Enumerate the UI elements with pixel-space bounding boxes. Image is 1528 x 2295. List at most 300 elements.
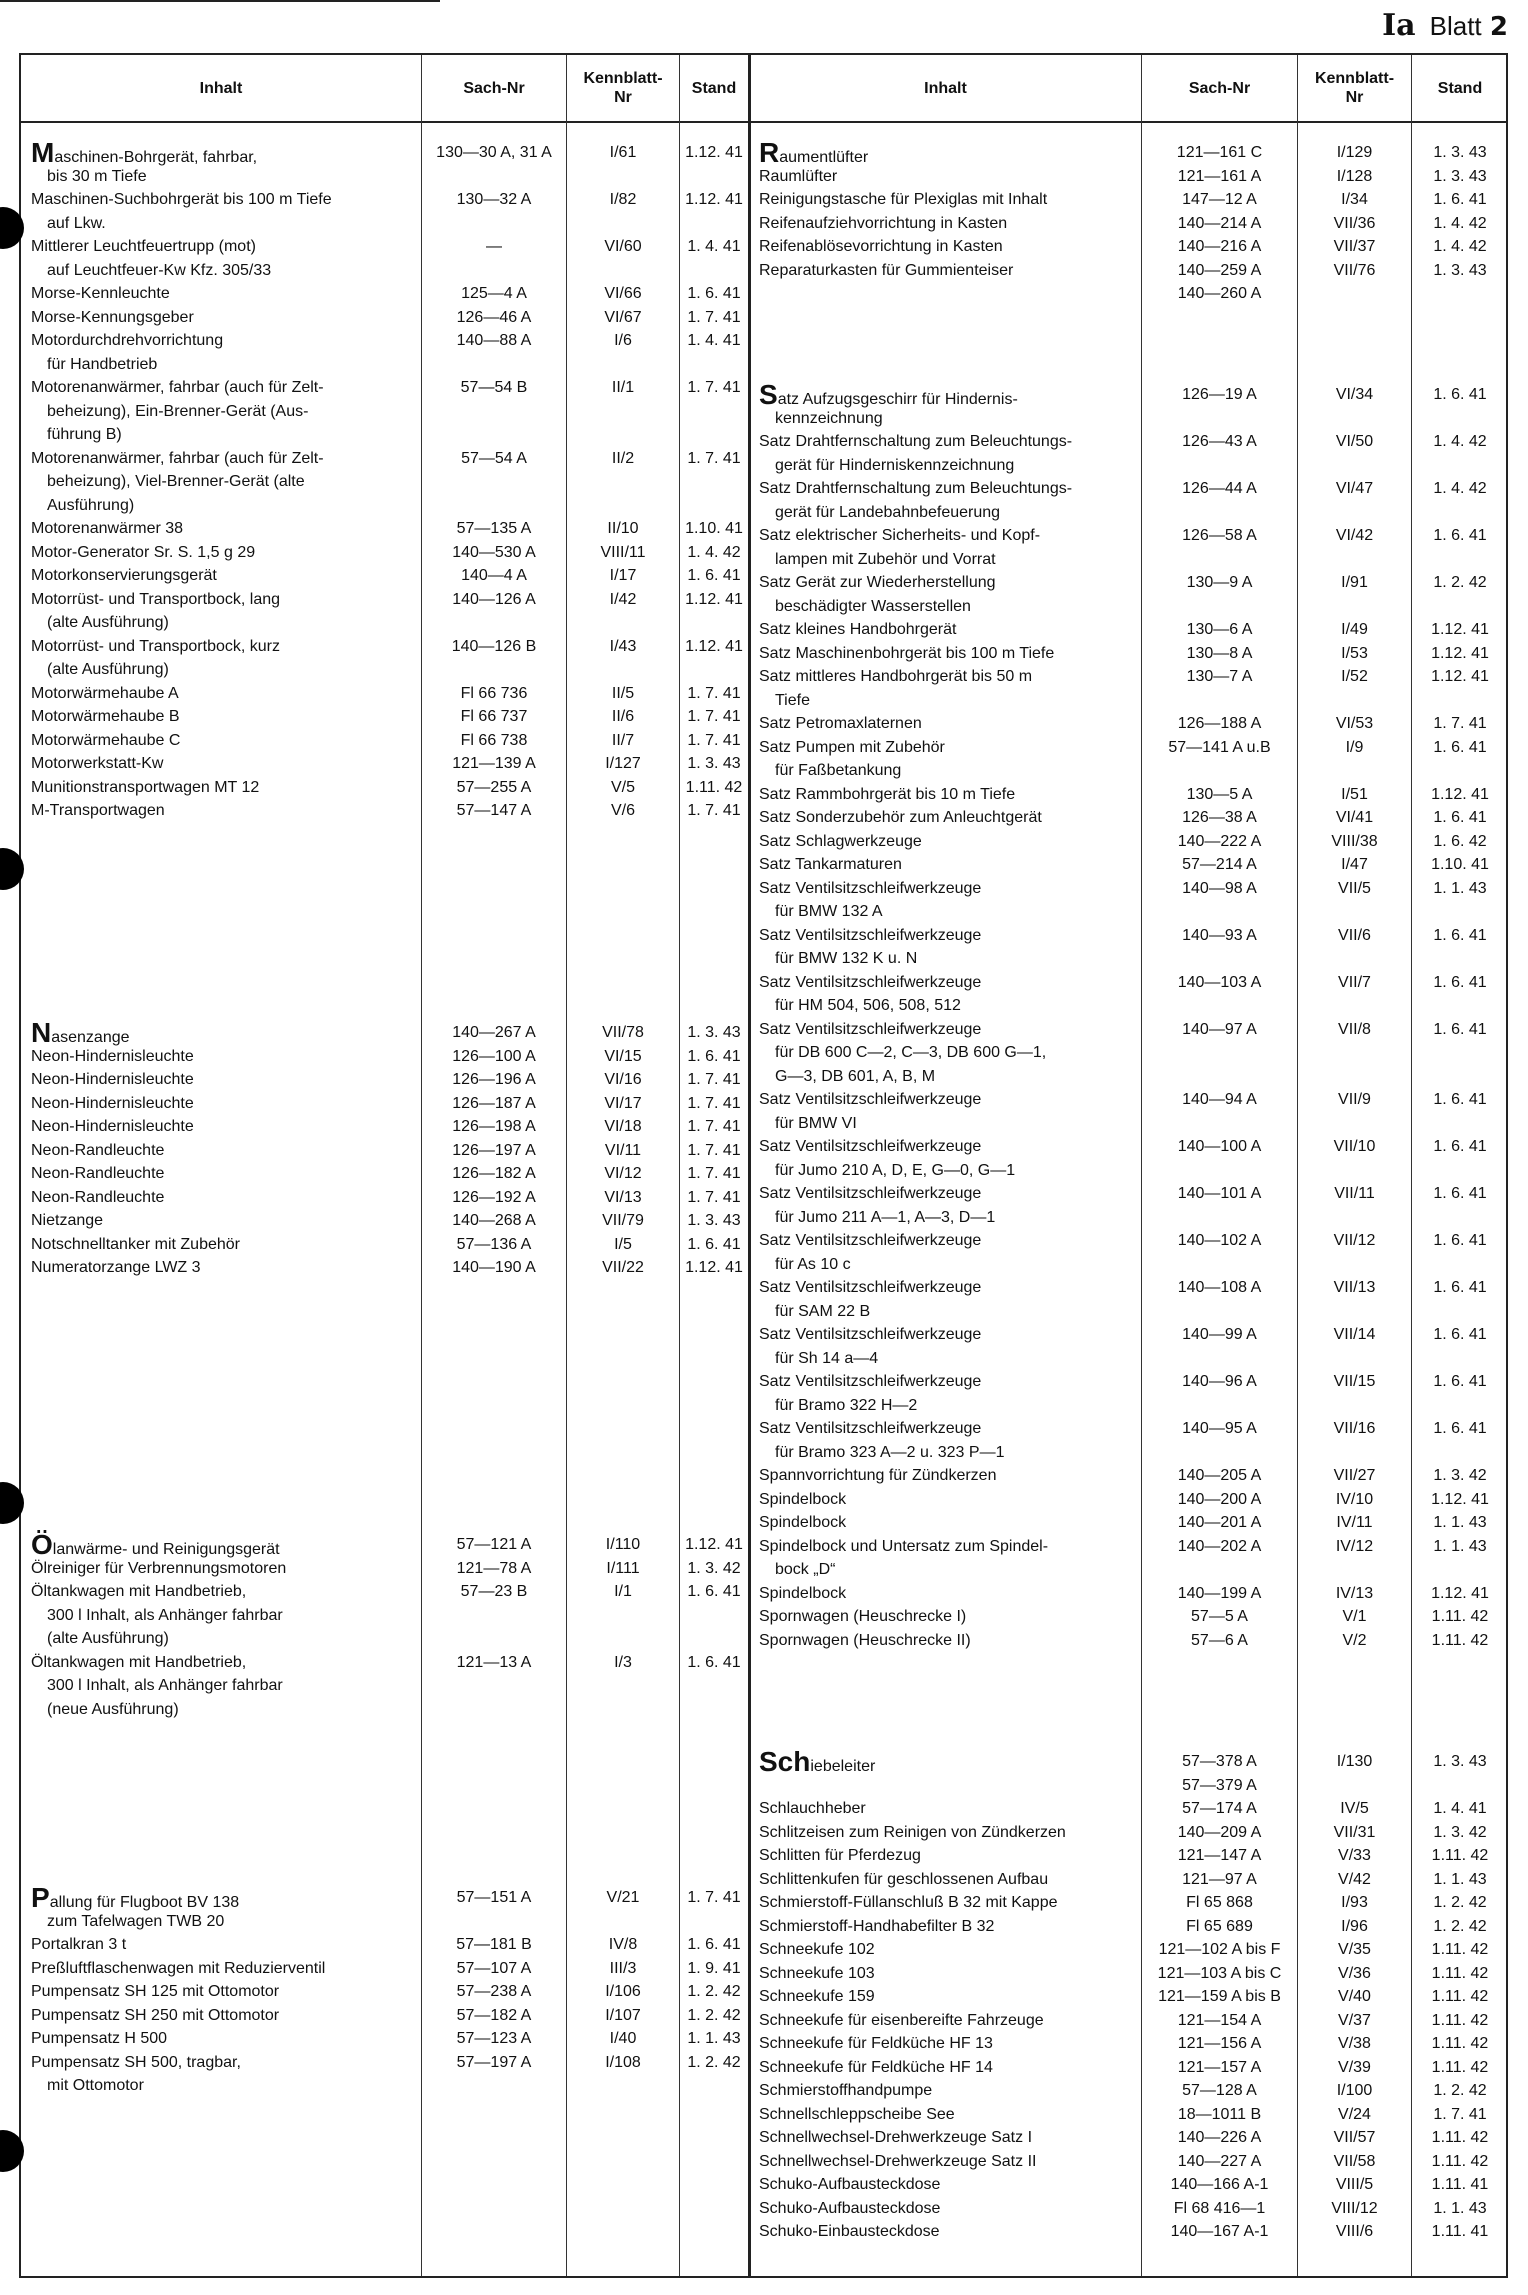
list-item — [21, 620, 1510, 642]
stand-date: 1. 7. 41 — [687, 308, 741, 326]
stand-date: 1. 7. 41 — [687, 449, 741, 467]
kennblatt-nr: IV/11 — [1336, 1514, 1373, 1531]
sach-nr: 121—97 A — [1182, 1870, 1257, 1888]
list-item — [21, 331, 748, 353]
sach-nr: 140—202 A — [1177, 1537, 1262, 1555]
stand-date: 1.11. 42 — [1431, 2058, 1489, 2076]
list-item — [21, 1513, 1510, 1535]
item-name: Satz Ventilsitzschleifwerkzeuge — [759, 926, 982, 944]
sach-nr: 125—4 A — [461, 285, 527, 302]
sach-nr: 140—267 A — [452, 1024, 536, 1041]
stand-date: 1.11. 42 — [1431, 1608, 1489, 1625]
list-item — [21, 1255, 1510, 1277]
sach-nr: 140—205 A — [1177, 1467, 1262, 1484]
item-name: gerät für Hinderniskennzeichnung — [775, 456, 1015, 474]
list-item — [21, 1349, 1510, 1371]
stand-date: 1. 3. 43 — [687, 1024, 741, 1041]
list-item — [21, 1631, 1510, 1653]
item-name: Spindelbock — [759, 1584, 847, 1602]
sach-nr: 140—97 A — [1182, 1020, 1257, 1038]
kennblatt-nr: I/53 — [1341, 644, 1368, 662]
stand-date: 1.11. 42 — [1431, 1847, 1489, 1864]
kennblatt-nr: I/111 — [606, 1559, 640, 1577]
item-name: Schiebeleiter — [759, 1746, 876, 1777]
page-label-ia: Ia — [1382, 8, 1416, 43]
list-item — [21, 2011, 1510, 2033]
item-name: für Handbetrieb — [47, 355, 158, 373]
sach-nr: 140—93 A — [1182, 926, 1257, 944]
stand-date: 1.12. 41 — [685, 144, 743, 161]
stand-date: 1.11. 42 — [685, 778, 743, 796]
kennblatt-nr: I/49 — [1341, 621, 1368, 638]
kennblatt-nr: IV/12 — [1335, 1537, 1374, 1555]
kennblatt-nr: I/108 — [605, 2053, 641, 2071]
item-name: Schuko-Aufbausteckdose — [759, 2199, 941, 2217]
list-item — [21, 1529, 1510, 1560]
sach-nr: 57—6 A — [1191, 1631, 1248, 1649]
list-item — [21, 2175, 1510, 2197]
stand-date: 1. 1. 43 — [687, 2030, 741, 2047]
stand-date: 1. 7. 41 — [1433, 2105, 1487, 2123]
stand-date: 1. 2. 42 — [687, 2006, 741, 2024]
sach-nr: — — [486, 238, 502, 255]
stand-date: 1. 4. 42 — [1433, 480, 1487, 497]
sach-nr: 126—100 A — [452, 1047, 536, 1065]
stand-date: 1. 7. 41 — [687, 1165, 741, 1182]
stand-date: 1.12. 41 — [685, 1536, 743, 1553]
stand-date: 1. 2. 42 — [1433, 574, 1487, 591]
item-name: Motorwärmehaube B — [31, 708, 180, 725]
list-item — [21, 644, 1510, 666]
sach-nr: 140—94 A — [1182, 1091, 1257, 1108]
sach-nr: 121—139 A — [452, 755, 536, 772]
sach-nr: 130—6 A — [1186, 621, 1253, 638]
stand-date: 1.11. 42 — [1431, 2129, 1489, 2146]
list-item — [21, 1823, 1510, 1845]
kennblatt-nr: II/7 — [611, 731, 635, 749]
sach-nr: 57—147 A — [456, 802, 532, 819]
item-name: Satz Ventilsitzschleifwerkzeuge — [759, 1279, 982, 1296]
list-item — [21, 1987, 1510, 2009]
stand-date: 1. 2. 42 — [1433, 1894, 1487, 1911]
item-name: Motorenanwärmer, fahrbar (auch für Zelt- — [31, 449, 324, 467]
stand-date: 1. 7. 41 — [687, 731, 741, 749]
list-item — [21, 379, 1510, 410]
kennblatt-nr: VII/14 — [1333, 1326, 1376, 1343]
item-name: Motor-Generator Sr. S. 1,5 g 29 — [31, 543, 256, 561]
stand-date: 1.11. 42 — [1431, 1631, 1489, 1649]
item-name: zum Tafelwagen TWB 20 — [47, 1912, 225, 1930]
stand-date: 1.11. 42 — [1431, 1988, 1489, 2005]
sach-nr: 130—30 A, 31 A — [436, 144, 552, 161]
kennblatt-nr: V/5 — [610, 778, 635, 796]
kennblatt-nr: V/24 — [1338, 2105, 1371, 2123]
sach-nr: 121—161 C — [1176, 144, 1263, 161]
list-item — [21, 1302, 1510, 1324]
item-name: Raumlüfter — [759, 167, 838, 185]
kennblatt-nr: II/2 — [611, 449, 635, 467]
sach-nr: 121—13 A — [456, 1653, 532, 1671]
item-name: Spannvorrichtung für Zündkerzen — [759, 1467, 997, 1484]
stand-date: 1. 7. 41 — [687, 1188, 741, 1206]
stand-date: 1. 7. 41 — [687, 1118, 741, 1135]
sach-nr: 140—227 A — [1177, 2152, 1262, 2170]
item-name: Ölanwärme- und Reinigungsgerät — [31, 1529, 280, 1560]
list-item — [21, 1208, 1510, 1230]
sach-nr: 140—259 A — [1177, 261, 1262, 279]
kennblatt-nr: VIII/5 — [1335, 2176, 1374, 2193]
list-item — [21, 214, 1510, 236]
stand-date: 1. 1. 43 — [1433, 2199, 1487, 2217]
item-name: Satz Ventilsitzschleifwerkzeuge — [759, 1326, 982, 1343]
list-item — [21, 1893, 1510, 1915]
list-item — [21, 2058, 1510, 2080]
sach-nr: 140—126 A — [452, 590, 536, 608]
stand-date: 1. 4. 41 — [687, 238, 741, 255]
sach-nr: 140—200 A — [1177, 1490, 1262, 1508]
list-item — [21, 1278, 1510, 1300]
item-name: für Bramo 323 A—2 u. 323 P—1 — [775, 1443, 1005, 1461]
sach-nr: 140—88 A — [456, 332, 532, 349]
item-name: Reparaturkasten für Gummienteiser — [759, 261, 1014, 279]
sach-nr: 140—190 A — [452, 1259, 536, 1276]
sach-nr: 126—188 A — [1177, 715, 1262, 732]
stand-date: 1.12. 41 — [1431, 785, 1489, 803]
item-name: für HM 504, 506, 508, 512 — [775, 997, 961, 1014]
stand-date: 1.12. 41 — [1431, 644, 1489, 662]
stand-date: 1.10. 41 — [685, 520, 743, 537]
sach-nr: 126—198 A — [452, 1118, 536, 1135]
stand-date: 1. 6. 41 — [1433, 386, 1487, 403]
kennblatt-nr: II/6 — [611, 708, 635, 725]
item-name: Schlittenkufen für geschlossenen Aufbau — [759, 1870, 1049, 1888]
sach-nr: 121—103 A bis C — [1157, 1964, 1282, 1982]
kennblatt-nr: I/47 — [1341, 856, 1368, 873]
kennblatt-nr: I/107 — [605, 2006, 641, 2024]
kennblatt-nr: I/91 — [1341, 574, 1368, 591]
sach-nr: 121—147 A — [1177, 1847, 1262, 1864]
kennblatt-nr: IV/13 — [1335, 1584, 1374, 1602]
item-name: Satz Ventilsitzschleifwerkzeuge — [759, 1185, 982, 1202]
sach-nr: 140—98 A — [1182, 879, 1257, 897]
stand-date: 1. 6. 41 — [1433, 1185, 1487, 1202]
item-name: für BMW 132 K u. N — [775, 950, 918, 967]
table-frame — [19, 53, 1508, 2278]
kennblatt-nr: VII/78 — [602, 1024, 644, 1041]
item-name: Schuko-Aufbausteckdose — [759, 2176, 941, 2193]
sach-nr: 121—78 A — [456, 1559, 532, 1577]
list-item — [21, 1870, 1510, 1892]
item-name: Satz Rammbohrgerät bis 10 m Tiefe — [759, 785, 1016, 803]
sach-nr: 121—157 A — [1177, 2058, 1262, 2076]
header-kennblatt-right: Kennblatt- Nr — [1314, 70, 1395, 106]
stand-date: 1. 3. 43 — [1433, 1753, 1487, 1770]
item-name: Motorrüst- und Transportbock, lang — [31, 590, 281, 608]
sach-nr: 126—44 A — [1182, 480, 1257, 497]
stand-date: 1. 6. 42 — [1433, 832, 1487, 850]
item-name: Satz Schlagwerkzeuge — [759, 832, 922, 850]
item-name: Preßluftflaschenwagen mit Reduzierventil — [31, 1959, 326, 1977]
kennblatt-nr: I/17 — [609, 567, 637, 584]
item-name: Neon-Hindernisleuchte — [31, 1047, 194, 1065]
kennblatt-nr: III/3 — [609, 1959, 637, 1977]
stand-date: 1. 6. 41 — [1433, 1138, 1487, 1155]
list-item — [21, 1090, 1510, 1112]
list-item — [21, 738, 1510, 760]
kennblatt-nr: VI/47 — [1335, 480, 1374, 497]
sach-nr: 140—167 A-1 — [1170, 2223, 1269, 2240]
stand-date: 1. 4. 42 — [1433, 433, 1487, 450]
kennblatt-nr: V/39 — [1338, 2058, 1371, 2076]
kennblatt-nr: I/51 — [1341, 785, 1368, 803]
item-name: beschädigter Wasserstellen — [775, 597, 971, 615]
top-rule — [0, 0, 440, 2]
kennblatt-nr: I/34 — [1341, 191, 1368, 208]
sach-nr: 130—8 A — [1186, 644, 1253, 662]
sach-nr: 57—54 B — [460, 379, 528, 396]
item-name: Nietzange — [31, 1212, 104, 1229]
item-name: Schmierstoffhandpumpe — [759, 2082, 933, 2099]
list-item — [21, 2128, 1510, 2150]
stand-date: 1. 7. 41 — [687, 1889, 741, 1906]
kennblatt-nr: V/21 — [606, 1889, 640, 1906]
header-inhalt-right: Inhalt — [924, 79, 967, 97]
item-name: für DB 600 C—2, C—3, DB 600 G—1, — [775, 1044, 1047, 1061]
kennblatt-nr: II/1 — [611, 379, 635, 396]
list-item — [21, 1184, 1510, 1206]
sach-nr: 126—43 A — [1182, 433, 1257, 450]
kennblatt-nr: VII/36 — [1333, 214, 1376, 232]
sach-nr: 57—123 A — [456, 2030, 532, 2047]
item-name: für Sh 14 a—4 — [775, 1349, 879, 1367]
stand-date: 1. 6. 41 — [687, 567, 741, 584]
stand-date: 1. 6. 41 — [1433, 1232, 1487, 1249]
sach-nr: 57—54 A — [461, 449, 527, 467]
stand-date: 1. 1. 43 — [1433, 1537, 1487, 1555]
kennblatt-nr: II/5 — [611, 684, 635, 702]
stand-date: 1. 3. 43 — [687, 755, 741, 772]
stand-date: 1. 1. 43 — [1433, 1870, 1487, 1888]
item-name: Maschinen-Bohrgerät, fahrbar, — [31, 137, 258, 168]
item-initial: Ö — [31, 1529, 53, 1560]
sach-nr: 140—102 A — [1177, 1232, 1262, 1249]
stand-date: 1.10. 41 — [1431, 856, 1489, 873]
list-item — [21, 855, 1510, 877]
kennblatt-nr: VII/11 — [1334, 1185, 1375, 1202]
item-name: Satz Ventilsitzschleifwerkzeuge — [759, 1232, 982, 1249]
sach-nr: 126—187 A — [452, 1094, 536, 1112]
list-item — [21, 1067, 1510, 1089]
item-name: Notschnelltanker mit Zubehör — [31, 1235, 240, 1253]
item-name: für As 10 c — [775, 1255, 851, 1273]
list-item — [21, 691, 1510, 713]
item-name: Pumpensatz SH 125 mit Ottomotor — [31, 1983, 280, 2000]
item-name: für Jumo 210 A, D, E, G—0, G—1 — [775, 1161, 1016, 1179]
kennblatt-nr: VIII/38 — [1331, 832, 1378, 850]
item-name: für BMW VI — [775, 1114, 857, 1132]
stand-date: 1. 6. 41 — [687, 1653, 741, 1671]
kennblatt-nr: II/10 — [607, 520, 639, 537]
item-name: Satz Sonderzubehör zum Anleuchtgerät — [759, 809, 1042, 826]
sach-nr: 121—102 A bis F — [1158, 1941, 1281, 1958]
sach-nr: 57—128 A — [1182, 2082, 1257, 2099]
item-name: Motordurchdrehvorrichtung — [31, 332, 224, 349]
item-name: Reifenaufziehvorrichtung in Kasten — [759, 214, 1008, 232]
list-item — [21, 190, 1510, 212]
kennblatt-nr: IV/10 — [1335, 1490, 1374, 1508]
list-item — [21, 479, 1510, 501]
sach-nr: 57—378 A — [1182, 1753, 1257, 1770]
list-item — [21, 284, 1510, 306]
item-name: Satz Aufzugsgeschirr für Hindernis- — [759, 379, 1018, 410]
kennblatt-nr: VII/27 — [1333, 1467, 1376, 1484]
item-name: Spindelbock — [759, 1514, 847, 1531]
sach-nr: 140—216 A — [1177, 238, 1262, 255]
item-name: lampen mit Zubehör und Vorrat — [775, 550, 996, 568]
item-name: für Faßbetankung — [775, 762, 902, 779]
item-name: Satz Petromaxlaternen — [759, 715, 922, 732]
kennblatt-nr: I/93 — [1341, 1894, 1368, 1911]
sach-nr: 126—19 A — [1182, 386, 1257, 403]
sach-nr: 57—214 A — [1182, 856, 1257, 873]
item-name: M-Transportwagen — [31, 802, 165, 819]
item-name: Pumpensatz SH 250 mit Ottomotor — [31, 2006, 280, 2024]
kennblatt-nr: VI/67 — [604, 308, 642, 326]
sach-nr: 57—151 A — [456, 1889, 532, 1906]
list-item — [21, 808, 1510, 830]
list-item — [21, 1419, 1510, 1441]
stand-date: 1. 7. 41 — [687, 684, 741, 702]
item-name: Satz elektrischer Sicherheits- und Kopf- — [759, 527, 1041, 544]
item-name: Ölreiniger für Verbrennungsmotoren — [31, 1559, 287, 1577]
stand-date: 1. 6. 41 — [1433, 1091, 1487, 1108]
kennblatt-nr: VII/13 — [1333, 1279, 1376, 1296]
stand-date: 1.12. 41 — [1431, 1584, 1489, 1602]
item-name: Neon-Randleuchte — [31, 1165, 165, 1182]
list-item — [21, 1584, 1510, 1606]
stand-date: 1. 2. 42 — [1433, 2082, 1487, 2099]
item-name: für Jumo 211 A—1, A—3, D—1 — [775, 1208, 996, 1226]
stand-date: 1. 6. 41 — [687, 1235, 741, 1253]
sach-nr: Fl 66 736 — [460, 684, 528, 702]
list-item — [21, 2081, 1510, 2103]
kennblatt-nr: I/52 — [1341, 668, 1368, 685]
stand-date: 1.11. 42 — [1431, 2152, 1489, 2170]
sach-nr: 57—197 A — [456, 2053, 532, 2071]
item-name: Numeratorzange LWZ 3 — [31, 1259, 201, 1276]
stand-date: 1. 6. 41 — [1433, 527, 1487, 544]
sach-nr: 126—197 A — [452, 1141, 536, 1159]
list-item — [21, 503, 1510, 525]
kennblatt-nr: I/61 — [609, 144, 637, 161]
kennblatt-nr: VII/31 — [1333, 1823, 1376, 1841]
header-stand-left: Stand — [691, 79, 737, 97]
kennblatt-nr: VIII/12 — [1331, 2199, 1378, 2217]
item-name: bock „D“ — [775, 1561, 836, 1578]
kennblatt-nr: VII/37 — [1333, 238, 1376, 255]
list-item — [21, 432, 1510, 454]
sach-nr: Fl 68 416—1 — [1173, 2199, 1266, 2217]
header-rule — [21, 121, 1506, 123]
stand-date: 1. 6. 41 — [1433, 191, 1487, 208]
list-item — [21, 1964, 1510, 1986]
kennblatt-nr: VII/15 — [1333, 1373, 1376, 1390]
stand-date: 1.11. 42 — [1431, 2011, 1489, 2029]
kennblatt-nr: I/128 — [1336, 167, 1373, 185]
stand-date: 1. 3. 43 — [1433, 261, 1487, 279]
stand-date: 1. 3. 42 — [687, 1559, 741, 1577]
stand-date: 1. 7. 41 — [687, 1094, 741, 1112]
stand-date: 1.12. 41 — [685, 637, 743, 655]
item-name: beheizung), Viel-Brenner-Gerät (alte — [47, 473, 305, 490]
item-name: Maschinen-Suchbohrgerät bis 100 m Tiefe — [31, 191, 332, 208]
sach-nr: 57—238 A — [456, 1983, 532, 2000]
item-name: bis 30 m Tiefe — [47, 167, 147, 185]
item-name: Neon-Hindernisleuchte — [31, 1118, 194, 1135]
stand-date: 1. 3. 42 — [1433, 1467, 1487, 1484]
list-item — [21, 1607, 1510, 1629]
item-name: 300 l Inhalt, als Anhänger fahrbar — [47, 1677, 283, 1694]
sach-nr: 57—23 B — [460, 1583, 528, 1600]
list-item — [21, 1372, 1510, 1394]
stand-date: 1.11. 42 — [1431, 1964, 1489, 1982]
item-name: Öltankwagen mit Handbetrieb, — [31, 1583, 247, 1600]
item-name: beheizung), Ein-Brenner-Gerät (Aus- — [47, 402, 309, 420]
kennblatt-nr: VI/42 — [1335, 527, 1374, 544]
kennblatt-nr: VII/58 — [1333, 2152, 1376, 2170]
sach-nr: 140—166 A-1 — [1170, 2176, 1269, 2193]
sach-nr: 57—121 A — [456, 1536, 532, 1553]
kennblatt-nr: I/96 — [1341, 1917, 1368, 1935]
kennblatt-nr: I/130 — [1336, 1753, 1373, 1770]
sach-nr: 140—199 A — [1177, 1584, 1262, 1602]
item-name: Schneekufe 102 — [759, 1941, 875, 1958]
list-item — [21, 1466, 1510, 1488]
kennblatt-nr: I/43 — [609, 637, 637, 655]
list-item — [21, 1231, 1510, 1253]
sach-nr: 57—5 A — [1191, 1608, 1248, 1625]
item-name: mit Ottomotor — [47, 2077, 144, 2094]
kennblatt-nr: V/6 — [610, 802, 635, 819]
list-item — [21, 456, 1510, 478]
item-name: Öltankwagen mit Handbetrieb, — [31, 1653, 247, 1671]
stand-date: 1.11. 42 — [1431, 2035, 1489, 2052]
sach-nr: 140—214 A — [1177, 214, 1262, 232]
item-name: Motorkonservierungsgerät — [31, 567, 217, 584]
stand-date: 1. 6. 41 — [687, 1936, 741, 1953]
item-name: Satz Drahtfernschaltung zum Beleuchtungs- — [759, 480, 1073, 497]
sach-nr: 130—7 A — [1186, 668, 1253, 685]
item-name: Schmierstoff-Füllanschluß B 32 mit Kappe — [759, 1894, 1058, 1911]
header-sach-nr-left: Sach-Nr — [463, 79, 525, 97]
stand-date: 1. 6. 41 — [687, 1583, 741, 1600]
item-name: Neon-Hindernisleuchte — [31, 1071, 194, 1088]
item-name: Schneekufe 159 — [759, 1988, 875, 2005]
item-name: Satz Tankarmaturen — [759, 856, 902, 873]
item-name: Nasenzange — [31, 1017, 130, 1048]
kennblatt-nr: VII/5 — [1338, 879, 1371, 897]
item-name: für BMW 132 A — [775, 903, 883, 920]
stand-date: 1. 7. 41 — [1433, 715, 1487, 732]
sach-nr: 57—136 A — [456, 1235, 532, 1253]
header-inhalt-left: Inhalt — [199, 79, 243, 97]
kennblatt-nr: VII/9 — [1338, 1091, 1371, 1108]
item-name: Motorrüst- und Transportbock, kurz — [31, 637, 280, 655]
stand-date: 1.12. 41 — [685, 1259, 743, 1276]
item-name: Spornwagen (Heuschrecke II) — [759, 1631, 971, 1649]
sach-nr: 57—181 B — [456, 1936, 532, 1953]
list-item — [21, 355, 748, 377]
